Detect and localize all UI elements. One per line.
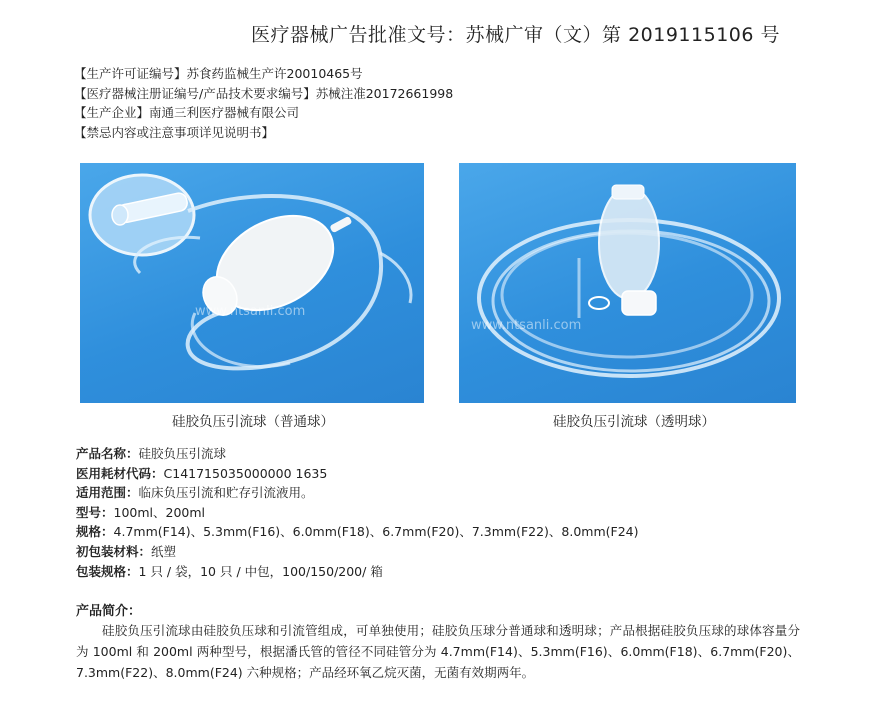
- spec-product-name: [76, 444, 639, 464]
- model-label: 型号：: [76, 504, 114, 520]
- production-license-label: 【生产许可证编号】: [74, 66, 187, 81]
- ordinary-ball-illustration: [80, 163, 424, 403]
- pack-material-value: 纸塑: [151, 543, 177, 559]
- product-photo-transparent-ball: [459, 163, 796, 403]
- transparent-ball-illustration: [459, 163, 796, 403]
- consumable-code-label: 医用耗材代码：: [76, 465, 164, 481]
- registration-line: [74, 84, 453, 104]
- product-name-label: 产品名称：: [76, 446, 139, 461]
- right-watermark: www.ntsanli.com: [471, 318, 582, 333]
- pack-spec-value: 1 只 / 袋，10 只 / 中包，100/150/200/ 箱: [138, 563, 383, 579]
- left-watermark: www.ntsanli.com: [195, 304, 306, 319]
- pack-material-label: 初包装材料：: [76, 543, 152, 559]
- spec-sizes: [76, 522, 639, 542]
- spec-pack-material: [76, 542, 639, 562]
- spec-scope: [76, 483, 639, 503]
- manufacturer-label: 【生产企业】: [74, 105, 150, 120]
- manufacturer-line: [74, 103, 453, 123]
- spec-consumable-code: [76, 464, 639, 484]
- registration-value: 苏械注准20172661998: [315, 85, 454, 101]
- intro-body: 硅胶负压引流球由硅胶负压球和引流管组成，可单独使用；硅胶负压球分普通球和透明球；产品根据硅胶负压球的球体容量分为 100ml 和 200ml 两种型号，根据潘氏管的管径不同硅管分为 4.7mm(F14)、5.3mm(F16)、6.0mm(F18)、6.7mm(F20)、7.3mm(F22)、8.0mm(F24) 六种规格；产品经环氧乙烷灭菌，无菌有效期两年。: [76, 623, 800, 680]
- model-value: 100ml、200ml: [113, 504, 206, 520]
- contraindication-line: [74, 123, 453, 143]
- sizes-value: 4.7mm(F14)、5.3mm(F16)、6.0mm(F18)、6.7mm(F20)、7.3mm(F22)、8.0mm(F24): [113, 524, 639, 540]
- registration-label: 【医疗器械注册证编号/产品技术要求编号】: [74, 85, 316, 101]
- license-info: [74, 64, 453, 142]
- contraindication-label: 【禁忌内容或注意事项详见说明书】: [74, 124, 275, 140]
- scope-value: 临床负压引流和贮存引流液用。: [138, 485, 314, 501]
- sizes-label: 规格：: [76, 524, 114, 540]
- spec-model: [76, 503, 639, 523]
- scope-label: 适用范围：: [76, 485, 139, 501]
- spec-pack-spec: [76, 562, 639, 582]
- manufacturer-value: 南通三利医疗器械有限公司: [149, 105, 300, 120]
- product-photo-ordinary-ball: [80, 163, 424, 403]
- approval-number-title: 医疗器械广告批准文号：苏械广审（文）第 2019115106 号: [251, 24, 780, 46]
- pack-spec-label: 包装规格：: [76, 563, 139, 579]
- product-name-value: 硅胶负压引流球: [138, 446, 227, 461]
- caption-transparent-ball: 硅胶负压引流球（透明球）: [553, 414, 715, 430]
- consumable-code-value: C141715035000000 1635: [163, 465, 328, 481]
- caption-ordinary-ball: 硅胶负压引流球（普通球）: [172, 414, 334, 430]
- intro-title: 产品简介：: [76, 604, 142, 619]
- product-specs: [76, 444, 639, 581]
- production-license-value: 苏食药监械生产许20010465号: [186, 66, 363, 81]
- production-license-line: [74, 64, 453, 84]
